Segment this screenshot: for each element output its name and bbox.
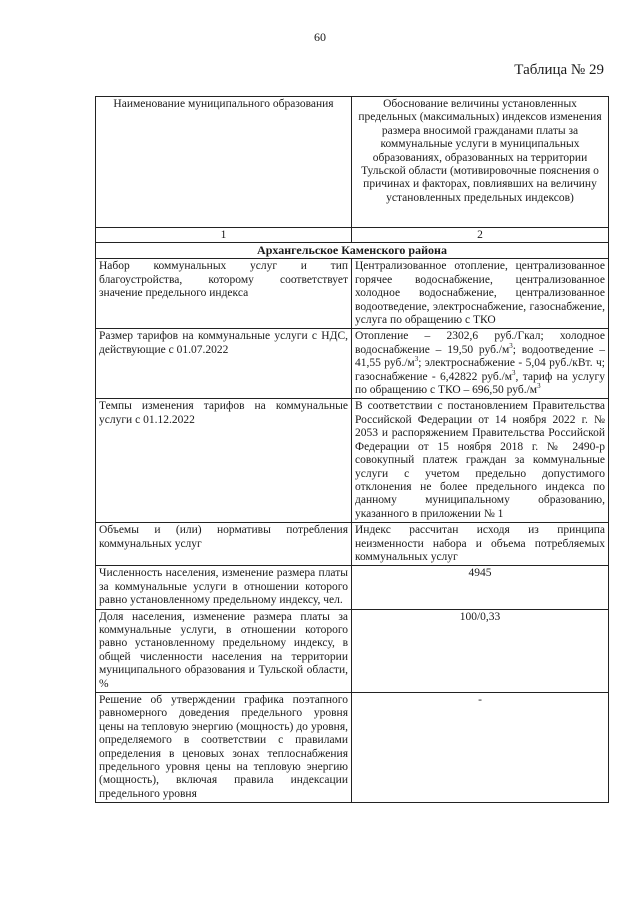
column-number-1: 1 bbox=[96, 228, 352, 243]
tariff-cold-water: холодное водоснабжение – 19,50 руб./м bbox=[355, 330, 605, 356]
row-label-heat-schedule: Решение об утверждении графика поэтапного равномерного доведения предельного уровня цены на тепловую энергию (мощность) до уровня, определяемого в соответствии с правилами определения в ценовых зонах теплоснабжения предельного уровня цены на тепловую энергию (мощность), включая правила индексации предельного уровня bbox=[96, 693, 352, 803]
table-row bbox=[96, 259, 609, 329]
tariff-tko: тариф на услугу по обращению с ТКО – 696,50 руб./м bbox=[355, 370, 605, 397]
table-caption: Таблица № 29 bbox=[514, 62, 604, 78]
section-row bbox=[96, 243, 609, 259]
table-row bbox=[96, 566, 609, 609]
row-label-volumes: Объемы и (или) нормативы потребления коммунальных услуг bbox=[96, 523, 352, 566]
table-row bbox=[96, 609, 609, 692]
row-value-volumes: Индекс рассчитан исходя из принципа неизменности набора и объема потребляемых коммунальных услуг bbox=[352, 523, 609, 566]
header-col-justification: Обоснование величины установленных предельных (максимальных) индексов изменения размера вносимой гражданами платы за коммунальные услуги в муниципальных образованиях, образованных на территории Тульской области (мотивировочные пояснения о причинах и факторах, повлиявших на величину установленных предельных индексов) bbox=[352, 97, 609, 228]
table-row bbox=[96, 399, 609, 523]
tariff-electricity: электроснабжение - 5,04 руб./кВт. ч; bbox=[424, 357, 605, 370]
column-number-2: 2 bbox=[352, 228, 609, 243]
table-row bbox=[96, 329, 609, 399]
row-label-service-set: Набор коммунальных услуг и тип благоустройства, которому соответствует значение предельного индекса bbox=[96, 259, 352, 329]
header-row bbox=[96, 97, 609, 228]
tariff-sewer: водоотведение – 41,55 руб./м bbox=[355, 343, 605, 370]
header-col-municipality: Наименование муниципального образования bbox=[96, 97, 352, 228]
row-value-service-set: Централизованное отопление, централизованное горячее водоснабжение, централизованное холодное водоснабжение, централизованное водоотведение, электроснабжение, газоснабжение, услуга по обращению с ТКО bbox=[352, 259, 609, 329]
tariff-gas: газоснабжение - 6,42822 руб./м bbox=[355, 370, 513, 383]
row-label-population: Численность населения, изменение размера платы за коммунальные услуги в отношении которого равно установленному предельному индексу, чел. bbox=[96, 566, 352, 609]
table-row bbox=[96, 693, 609, 803]
row-value-tariffs: Отопление – 2302,6 руб./Гкал; холодное водоснабжение – 19,50 $руб./м^3$; водоотведение – 41,55 $руб./м^3$; электроснабжение - 5,04 руб./кВт. ч; газоснабжение - 6,42822 $руб./м^3$, тариф на услугу по обращению с ТКО – 696,50 $руб./м^3$ bbox=[352, 329, 609, 399]
row-value-population: 4945 bbox=[352, 566, 609, 609]
row-value-heat-schedule: - bbox=[352, 693, 609, 803]
row-value-population-share: 100/0,33 bbox=[352, 609, 609, 692]
column-number-row bbox=[96, 228, 609, 243]
row-label-population-share: Доля населения, изменение размера платы за коммунальные услуги, в отношении которого равно установленному предельному индексу, в общей численности населения на территории муниципального образования и Тульской области, % bbox=[96, 609, 352, 692]
table-row bbox=[96, 523, 609, 566]
row-label-tariff-rates: Темпы изменения тарифов на коммунальные услуги с 01.12.2022 bbox=[96, 399, 352, 523]
row-label-tariffs: Размер тарифов на коммунальные услуги с НДС, действующие с 01.07.2022 bbox=[96, 329, 352, 399]
tariff-heating: Отопление – 2302,6 руб./Гкал; bbox=[355, 330, 544, 343]
row-value-tariff-rates: В соответствии с постановлением Правительства Российской Федерации от 14 ноября 2022 г. № 2053 и распоряжением Правительства Российской Федерации от 15 ноября 2018 г. № 2490-р совокупный платеж граждан за коммунальные услуги с учетом предельно допустимого отклонения не более предельного индекса по данному муниципальному образованию, указанного в приложении № 1 bbox=[352, 399, 609, 523]
page-number: 60 bbox=[314, 30, 326, 44]
tariff-table bbox=[95, 96, 609, 803]
section-title: Архангельское Каменского района bbox=[96, 243, 609, 259]
